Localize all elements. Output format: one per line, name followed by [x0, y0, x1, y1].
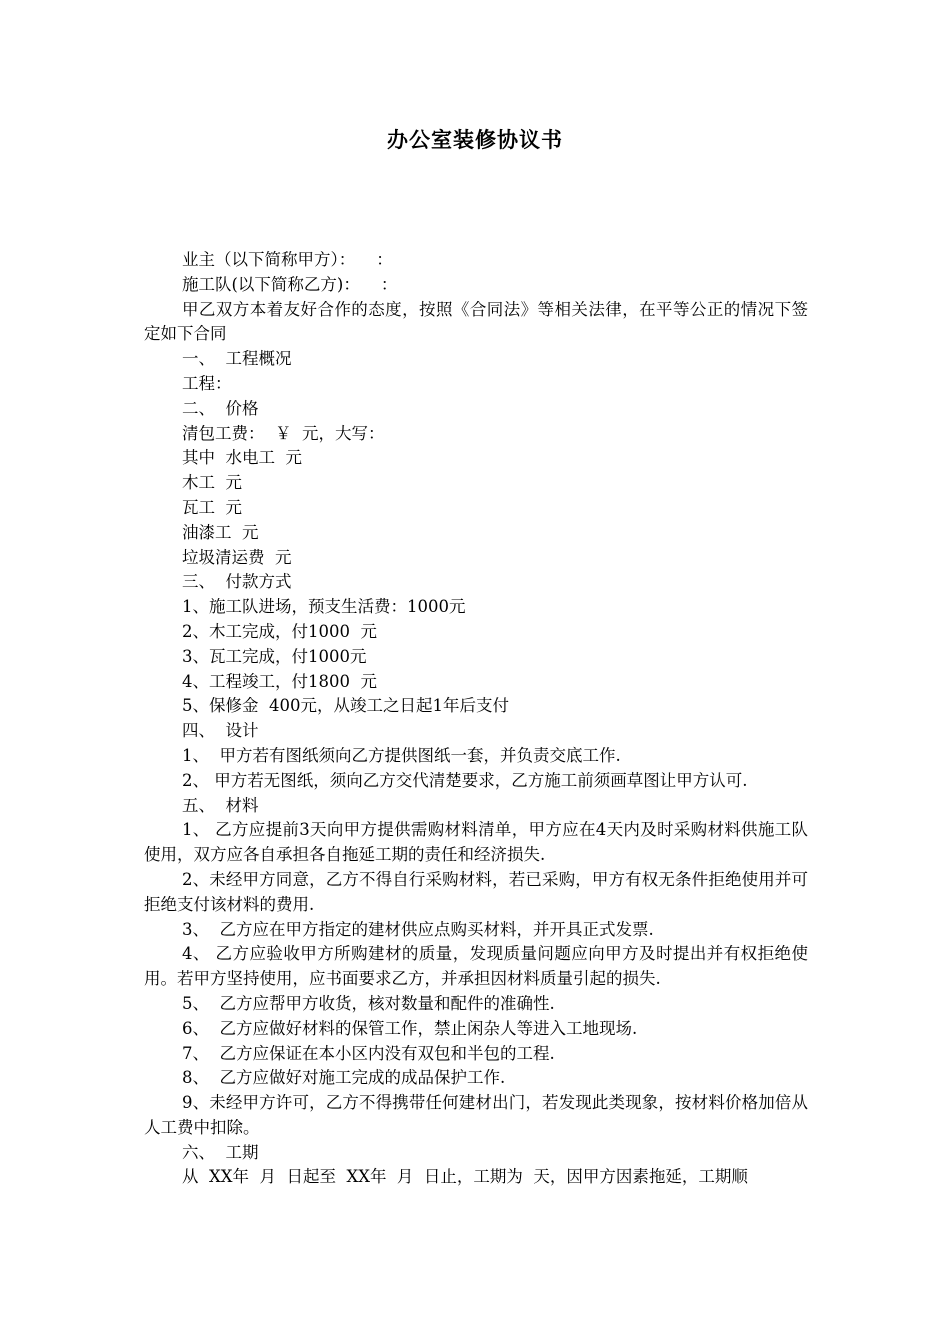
- document-paragraph: 1、 乙方应提前3天向甲方提供需购材料清单，甲方应在4天内及时采购材料供施工队使用，双方应各自承担各自拖延工期的责任和经济损失.: [144, 820, 808, 865]
- document-line: 2、木工完成，付1000 元: [182, 621, 377, 641]
- document-line: 5、 乙方应帮甲方收货，核对数量和配件的准确性.: [182, 993, 555, 1013]
- document-line: 五、 材料: [182, 795, 259, 815]
- document-paragraph: 2、未经甲方同意，乙方不得自行采购材料，若已采购，甲方有权无条件拒绝使用并可拒绝支付该材料的费用.: [144, 869, 808, 914]
- document-line: 三、 付款方式: [182, 572, 292, 592]
- document-line: 3、瓦工完成，付1000元: [182, 646, 367, 666]
- document-line: 二、 价格: [182, 398, 259, 418]
- document-line: 从 XX年 月 日起至 XX年 月 日止，工期为 天，因甲方因素拖延，工期顺: [182, 1167, 748, 1187]
- document-paragraph: 2、 甲方若无图纸，须向乙方交代清楚要求，乙方施工前须画草图让甲方认可.: [182, 770, 748, 790]
- document-line: 一、 工程概况: [182, 349, 292, 369]
- document-line: 六、 工期: [182, 1142, 259, 1162]
- document-line: 4、工程竣工，付1800 元: [182, 671, 377, 691]
- document-line: 1、 甲方若有图纸须向乙方提供图纸一套，并负责交底工作.: [182, 745, 621, 765]
- document-line: 清包工费： ￥ 元，大写：: [182, 423, 385, 443]
- document-line: 5、保修金 400元，从竣工之日起1年后支付: [182, 696, 509, 716]
- document-line: 施工队(以下简称乙方)： ：: [182, 274, 398, 294]
- document-paragraph: 甲乙双方本着友好合作的态度，按照《合同法》等相关法律，在平等公正的情况下签定如下合同: [144, 299, 808, 344]
- document-line: 3、 乙方应在甲方指定的建材供应点购买材料，并开具正式发票.: [182, 919, 654, 939]
- document-line: 油漆工 元: [182, 522, 259, 542]
- document-line: 四、 设计: [182, 721, 259, 741]
- document-paragraph: 4、 乙方应验收甲方所购建材的质量，发现质量问题应向甲方及时提出并有权拒绝使用。若甲方坚持使用，应书面要求乙方，并承担因材料质量引起的损失.: [144, 944, 808, 989]
- document-line: 6、 乙方应做好材料的保管工作，禁止闲杂人等进入工地现场.: [182, 1018, 638, 1038]
- document-line: 7、 乙方应保证在本小区内没有双包和半包的工程.: [182, 1043, 555, 1063]
- document-line: 垃圾清运费 元: [182, 547, 292, 567]
- document-paragraph: 9、未经甲方许可，乙方不得携带任何建材出门，若发现此类现象，按材料价格加倍从人工费中扣除。: [144, 1093, 808, 1137]
- document-line: 其中 水电工 元: [182, 448, 302, 468]
- document-title: 办公室装修协议书: [387, 127, 563, 152]
- document-line: 1、施工队进场，预支生活费：1000元: [182, 597, 466, 617]
- document-line: 8、 乙方应做好对施工完成的成品保护工作.: [182, 1068, 506, 1088]
- document-line: 工程：: [182, 373, 232, 393]
- document-line: 业主（以下简称甲方）： ：: [182, 250, 393, 269]
- document-line: 木工 元: [182, 473, 242, 493]
- document-body: [144, 248, 808, 1190]
- document-line: 瓦工 元: [182, 497, 242, 517]
